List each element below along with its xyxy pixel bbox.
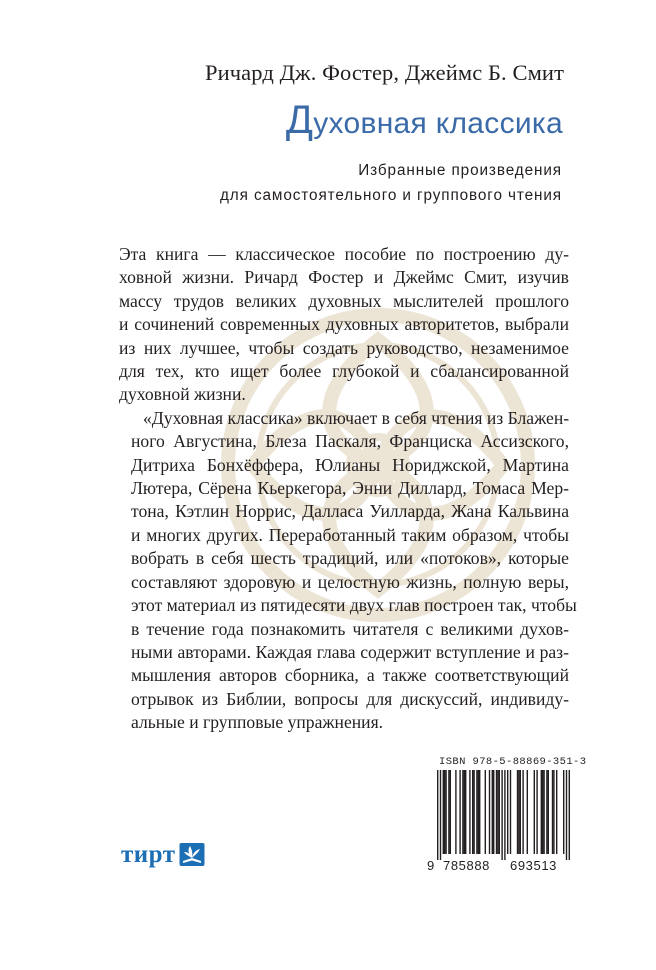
- barcode-bar: [543, 770, 544, 854]
- barcode-bar: [473, 770, 474, 854]
- authors: Ричард Дж. Фостер, Джеймс Б. Смит: [205, 60, 564, 85]
- barcode-bar: [497, 770, 498, 854]
- isbn-barcode: [427, 748, 587, 890]
- barcode-bar: [448, 770, 449, 854]
- title-rest: уховная классика: [313, 107, 563, 140]
- text-line: тона, Кэтлин Норрис, Далласа Уилларда, Жана Кальвина: [131, 501, 569, 522]
- barcode-bar: [548, 770, 549, 854]
- annotation-text: [119, 243, 577, 735]
- barcode-bar: [504, 770, 505, 860]
- text-line: для тех, кто ищет более глубокой и сбалансированной: [119, 361, 569, 382]
- barcode-bar: [444, 770, 445, 854]
- barcode-bar: [501, 770, 502, 860]
- text-line: ными авторами. Каждая глава содержит вступление и раз-: [131, 641, 569, 662]
- barcode-bar: [536, 770, 537, 854]
- subtitle-line-1: Избранные произведения: [358, 162, 562, 179]
- barcode-bar: [518, 770, 519, 854]
- annotation-paragraph-2: [119, 407, 577, 735]
- text-line: из них лучшее, чтобы создать руководство, незаменимое: [119, 337, 569, 358]
- text-line: духовной жизни.: [119, 384, 246, 405]
- text-line: Дитриха Бонхёффера, Юлианы Нориджской, Мартина: [131, 454, 569, 475]
- barcode-bar: [464, 770, 465, 854]
- text-line: этот материал из пятидесяти двух глав построен так, чтобы: [131, 595, 577, 616]
- barcode-bar: [462, 770, 463, 854]
- barcode-bar: [542, 770, 543, 854]
- barcode-bar: [489, 770, 490, 854]
- book-with-leaves-icon: [179, 842, 205, 867]
- subtitle-line-2: для самостоятельного и группового чтения: [219, 187, 562, 204]
- barcode-bar: [492, 770, 493, 854]
- barcode-bar: [493, 770, 494, 854]
- barcode-bar: [485, 770, 486, 854]
- text-line: альные и групповые упражнения.: [131, 712, 384, 733]
- barcode-bar: [476, 770, 477, 854]
- barcode-bar: [478, 770, 479, 854]
- text-line: составляют здоровую и целостную жизнь, полную веры,: [131, 571, 569, 592]
- barcode-bar: [552, 770, 553, 854]
- barcode-bars: [427, 770, 575, 860]
- barcode-bar: [507, 770, 508, 854]
- barcode-bar: [499, 770, 500, 854]
- title-initial: Д: [285, 98, 314, 142]
- barcode-bar: [445, 770, 446, 854]
- text-line: в течение года познакомить читателя с великими духов-: [131, 618, 569, 639]
- barcode-digits-group-1: 785888: [443, 858, 490, 873]
- barcode-bar: [443, 770, 444, 854]
- barcode-bar: [520, 770, 521, 854]
- barcode-bar: [469, 770, 470, 854]
- barcode-bar: [522, 770, 523, 854]
- book-title: [286, 98, 563, 143]
- barcode-bar: [534, 770, 535, 854]
- barcode-bar: [556, 770, 557, 854]
- barcode-bar: [517, 770, 518, 854]
- barcode-lead-digit: 9: [427, 858, 435, 873]
- text-line: «Духовная классика» включает в себя чтения из Блажен-: [143, 407, 570, 428]
- barcode-bar: [479, 770, 480, 854]
- barcode-bar: [496, 770, 497, 854]
- barcode-bar: [541, 770, 542, 854]
- barcode-bar: [566, 770, 567, 860]
- barcode-bar: [465, 770, 466, 854]
- text-line: ного Августина, Блеза Паскаля, Франциска Ассизского,: [131, 431, 569, 452]
- text-line: и многих других. Переработанный таким образом, чтобы: [131, 524, 569, 545]
- publisher-logo: [121, 842, 205, 867]
- barcode-bar: [553, 770, 554, 854]
- text-line: Лютера, Сёрена Кьеркегора, Энни Диллард, Томаса Мер-: [131, 478, 569, 499]
- text-line: массу трудов великих духовных мыслителей прошлого: [119, 290, 569, 311]
- barcode-bar: [459, 770, 460, 854]
- barcode-digits-group-2: 693513: [510, 858, 557, 873]
- publisher-name: тирт: [121, 841, 176, 868]
- text-line: Эта книга — классическое пособие по построению ду-: [119, 244, 569, 264]
- barcode-bar: [440, 770, 441, 860]
- text-line: ховной жизни. Ричард Фостер и Джеймс Смит, изучив: [119, 267, 569, 288]
- isbn-label: ISBN 978-5-88869-351-3: [439, 756, 587, 768]
- barcode-bar: [472, 770, 473, 854]
- barcode-bar: [546, 770, 547, 854]
- text-line: и сочинений современных духовных авторитетов, выбрали: [119, 314, 569, 335]
- text-line: мышления авторов сборника, а также соответствующий: [131, 665, 569, 686]
- barcode-bar: [569, 770, 570, 860]
- barcode-bar: [527, 770, 528, 854]
- barcode-bar: [437, 770, 438, 860]
- barcode-bar: [455, 770, 456, 854]
- text-line: отрывок из Библии, вопросы для дискуссий, индивиду-: [131, 688, 569, 709]
- barcode-bar: [450, 770, 451, 854]
- barcode-bar: [510, 770, 511, 854]
- text-line: вобрать в себя шесть традиций, или «потоков», которые: [131, 548, 569, 569]
- subtitle: [220, 158, 562, 208]
- barcode-bar: [563, 770, 564, 854]
- annotation-paragraph-1: [119, 243, 569, 407]
